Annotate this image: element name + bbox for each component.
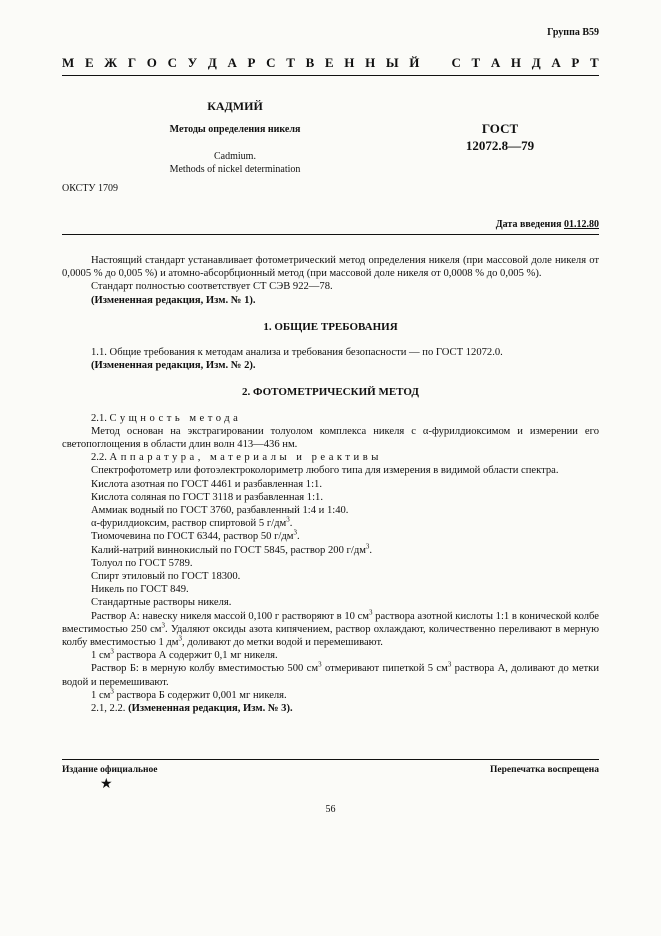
reagent-item: Аммиак водный по ГОСТ 3760, разбавленный 1:4 и 1:40. xyxy=(91,505,349,517)
banner-letter: Р xyxy=(571,55,580,70)
banner-letter: Е xyxy=(324,55,334,70)
text: раствора Б содержит 0,001 мг никеля. xyxy=(113,689,287,701)
date-label: Дата введения xyxy=(495,219,562,230)
reagent-text: . xyxy=(296,531,300,543)
reagent-item: Стандартные растворы никеля. xyxy=(91,597,232,609)
superscript: 3 xyxy=(178,634,183,643)
gost-designation xyxy=(420,120,580,154)
banner-letter: Р xyxy=(247,55,256,70)
clause-title: Аппаратура, материалы и реактивы xyxy=(109,452,382,464)
banner-letter: Й xyxy=(409,55,420,70)
banner-letter: Г xyxy=(127,55,137,70)
banner-letter: С xyxy=(266,55,276,70)
reagent-item: Никель по ГОСТ 849. xyxy=(91,584,189,596)
banner-letter: Е xyxy=(84,55,94,70)
text: раствора А, доливают до метки водой и перемешивают. xyxy=(62,663,600,688)
superscript: 3 xyxy=(365,542,370,551)
text: отмеривают пипеткой 5 см xyxy=(321,663,448,675)
banner-letter: Н xyxy=(344,55,355,70)
amendment-note-3 xyxy=(62,702,599,715)
interstate-standard-banner xyxy=(62,55,599,71)
section-1-heading: 1. ОБЩИЕ ТРЕБОВАНИЯ xyxy=(263,320,398,333)
date-rule xyxy=(62,234,599,235)
reagent-text: Калий-натрий виннокислый по ГОСТ 5845, раствор 200 г/дм xyxy=(91,544,366,556)
superscript: 3 xyxy=(447,660,452,669)
header-rule xyxy=(62,75,599,76)
gost-number: 12072.8—79 xyxy=(465,138,535,153)
text: раствора А содержит 0,1 мг никеля. xyxy=(113,650,278,662)
solution-b-preparation xyxy=(62,662,599,688)
official-edition: Издание официальное xyxy=(62,765,158,775)
banner-letter: Д xyxy=(531,55,541,70)
banner-letter: Т xyxy=(590,55,599,70)
amendment-note-1: (Измененная редакция, Изм. № 1). xyxy=(91,294,256,306)
page-number: 56 xyxy=(325,804,336,815)
banner-letter: О xyxy=(146,55,157,70)
date-value: 01.12.80 xyxy=(564,219,599,230)
clause-number: 2.1, 2.2. xyxy=(91,703,126,715)
solution-b-content xyxy=(62,689,599,702)
footer-rule xyxy=(62,759,599,760)
text: 1 см xyxy=(91,689,111,701)
solution-a-preparation xyxy=(62,610,599,650)
reagent-item xyxy=(62,530,599,543)
clause-2-1-heading xyxy=(62,412,599,425)
banner-letter: Д xyxy=(207,55,217,70)
superscript: 3 xyxy=(161,621,166,630)
banner-letter: Ы xyxy=(385,55,399,70)
amendment-note-2: (Измененная редакция, Изм. № 2). xyxy=(91,360,256,372)
text: , доливают до метки водой и перемешивают. xyxy=(182,637,383,649)
text: раствора азотной кислоты 1:1 в конической колбе вместимостью 250 см xyxy=(62,610,599,635)
banner-letter: А xyxy=(490,55,501,70)
banner-letter: А xyxy=(227,55,237,70)
english-subtitle: Methods of nickel determination xyxy=(169,164,301,175)
amendment-text: (Измененная редакция, Изм. № 3). xyxy=(128,703,293,715)
clause-title: Сущность метода xyxy=(109,412,242,424)
introduction-date xyxy=(496,219,599,230)
banner-letter: М xyxy=(62,55,75,70)
clause-number: 2.2. xyxy=(91,452,107,464)
reagent-item: Спирт этиловый по ГОСТ 18300. xyxy=(91,571,241,583)
sev-compliance: Стандарт полностью соответствует СТ СЭВ 922—78. xyxy=(91,281,333,293)
star-icon: ★ xyxy=(100,777,113,792)
banner-letter: Ж xyxy=(104,55,118,70)
reagent-item: Толуол по ГОСТ 5789. xyxy=(91,557,193,569)
banner-letter: Т xyxy=(471,55,481,70)
okstu-code: ОКСТУ 1709 xyxy=(62,183,119,194)
method-principle: Метод основан на экстрагировании толуолом комплекса никеля с α-фурилдиоксимом и измерении его светопоглощения в области длин волн 413—436 нм. xyxy=(62,425,599,451)
text: . Удаляют оксиды азота кипячением, раствор охлаждают, количественно переливают в мерную колбу вместимостью 1 дм xyxy=(62,623,599,649)
clause-1-1: 1.1. Общие требования к методам анализа и требования безопасности — по ГОСТ 12072.0. xyxy=(91,347,503,359)
superscript: 3 xyxy=(286,515,290,524)
text: Раствор А: навеску никеля массой 0,100 г растворяют в 10 см xyxy=(91,610,370,622)
group-code: Группа В59 xyxy=(547,27,599,38)
english-title-block xyxy=(140,150,330,176)
reagent-text: Тиомочевина по ГОСТ 6344, раствор 50 г/дм xyxy=(91,531,294,543)
banner-letter: С xyxy=(167,55,177,70)
banner-letter: Н xyxy=(365,55,376,70)
clause-number: 2.1. xyxy=(91,412,107,424)
banner-letter: А xyxy=(551,55,561,70)
superscript: 3 xyxy=(318,660,322,669)
gost-label: ГОСТ xyxy=(481,121,519,136)
intro-paragraph: Настоящий стандарт устанавливает фотометрический метод определения никеля (при массовой доле никеля от 0,0005 % до 0,005 %) и атомно-абсорбционный метод (при массовой доле никеля от 0,0008 % до 0,005 %). xyxy=(62,255,599,280)
clause-2-2-heading xyxy=(62,451,599,464)
reagent-text: . xyxy=(289,518,293,530)
section-2-heading: 2. ФОТОМЕТРИЧЕСКИЙ МЕТОД xyxy=(242,386,419,399)
superscript: 3 xyxy=(293,528,297,537)
reagent-item xyxy=(62,544,599,557)
equipment-spectrophotometer: Спектрофотометр или фотоэлектроколориметр любого типа для измерения в видимой области спектра. xyxy=(91,465,559,477)
superscript: 3 xyxy=(110,687,114,696)
document-title: КАДМИЙ xyxy=(207,99,263,113)
banner-letter: В xyxy=(305,55,315,70)
banner-letter: Т xyxy=(286,55,295,70)
banner-letter: Н xyxy=(510,55,522,70)
banner-letter: У xyxy=(187,55,198,70)
solution-a-content xyxy=(62,649,599,662)
text: Раствор Б: в мерную колбу вместимостью 500 см xyxy=(91,663,319,675)
reagent-item: Кислота соляная по ГОСТ 3118 и разбавленная 1:1. xyxy=(91,491,323,503)
reagent-text: . xyxy=(369,544,373,556)
superscript: 3 xyxy=(110,647,114,656)
text: 1 см xyxy=(91,650,111,662)
reagent-text: α-фурилдиоксим, раствор спиртовой 5 г/дм xyxy=(91,518,287,530)
reagent-item xyxy=(62,517,599,530)
reagent-item: Кислота азотная по ГОСТ 4461 и разбавленная 1:1. xyxy=(91,478,322,490)
reprint-prohibited: Перепечатка воспрещена xyxy=(489,765,599,775)
document-subtitle: Методы определения никеля xyxy=(169,124,301,135)
banner-letter: С xyxy=(451,55,461,70)
english-title: Cadmium. xyxy=(214,151,256,162)
document-body xyxy=(62,254,599,715)
superscript: 3 xyxy=(369,608,373,617)
